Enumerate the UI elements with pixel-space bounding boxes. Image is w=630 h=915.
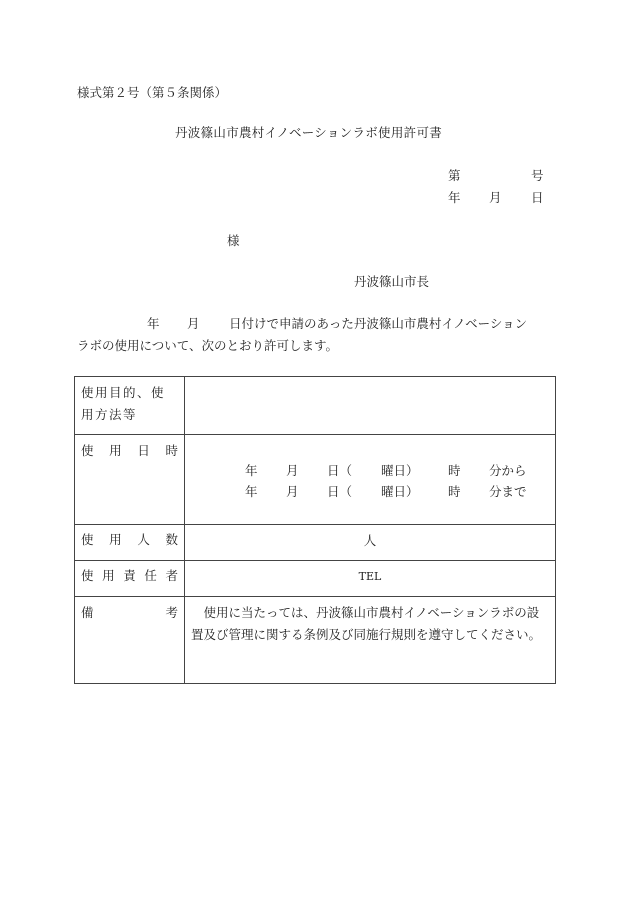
end-weekday: 曜日） xyxy=(381,484,419,499)
body-text-1: 日付けで申請のあった丹波篠山市農村イノベーション xyxy=(229,316,528,331)
purpose-value xyxy=(185,377,556,435)
label-char: 者 xyxy=(165,568,178,583)
label-char: 考 xyxy=(165,605,178,620)
table-row-responsible xyxy=(75,561,556,597)
end-hour: 時 xyxy=(448,484,461,499)
remarks-text: 使用に当たっては、丹波篠山市農村イノベーションラボの設置及び管理に関する条例及び同施行規則を遵守してください。 xyxy=(191,605,542,642)
start-year: 年 xyxy=(245,463,258,478)
attendees-label xyxy=(75,525,185,561)
end-month: 月 xyxy=(286,484,299,499)
start-month: 月 xyxy=(286,463,299,478)
label-char: 時 xyxy=(165,443,178,458)
issue-year: 年 xyxy=(448,190,461,205)
start-day: 日（ xyxy=(327,463,353,478)
label-char: 日 xyxy=(137,443,150,458)
attendees-value: 人 xyxy=(185,525,556,561)
responsible-tel: TEL xyxy=(185,561,556,597)
form-number: 様式第２号（第５条関係） xyxy=(77,85,228,100)
end-year: 年 xyxy=(245,484,258,499)
end-day: 日（ xyxy=(327,484,353,499)
body-month: 月 xyxy=(187,316,200,331)
table-row-remarks xyxy=(75,597,556,684)
remarks-label xyxy=(75,597,185,684)
table-row-purpose xyxy=(75,377,556,435)
body-year: 年 xyxy=(147,316,160,331)
table-row-attendees xyxy=(75,525,556,561)
label-char: 人 xyxy=(137,532,150,547)
datetime-value xyxy=(185,435,556,525)
issue-day: 日 xyxy=(531,190,544,205)
label-char: 使 xyxy=(81,568,94,583)
end-minute: 分まで xyxy=(489,484,527,499)
start-weekday: 曜日） xyxy=(381,463,419,478)
datetime-label xyxy=(75,435,185,525)
start-minute: 分から xyxy=(489,463,527,478)
start-hour: 時 xyxy=(448,463,461,478)
number-prefix: 第 xyxy=(448,168,461,183)
label-char: 用 xyxy=(109,532,122,547)
label-char: 備 xyxy=(81,605,94,620)
issuer-name: 丹波篠山市長 xyxy=(354,274,430,289)
label-char: 用 xyxy=(109,443,122,458)
addressee-honorific: 様 xyxy=(227,233,240,248)
label-char: 使 xyxy=(81,443,94,458)
responsible-label xyxy=(75,561,185,597)
body-line-2: ラボの使用について、次のとおり許可します。 xyxy=(77,338,339,353)
document-title: 丹波篠山市農村イノベーションラボ使用許可書 xyxy=(175,125,443,140)
table-row-datetime xyxy=(75,435,556,525)
label-char: 責 xyxy=(123,568,136,583)
issue-month: 月 xyxy=(489,190,502,205)
remarks-value xyxy=(185,597,556,684)
purpose-label: 使用目的、使用方法等 xyxy=(75,377,185,435)
label-char: 任 xyxy=(144,568,157,583)
label-char: 数 xyxy=(165,532,178,547)
label-char: 使 xyxy=(81,532,94,547)
number-suffix: 号 xyxy=(531,168,544,183)
permit-table xyxy=(74,376,556,684)
label-char: 用 xyxy=(102,568,115,583)
